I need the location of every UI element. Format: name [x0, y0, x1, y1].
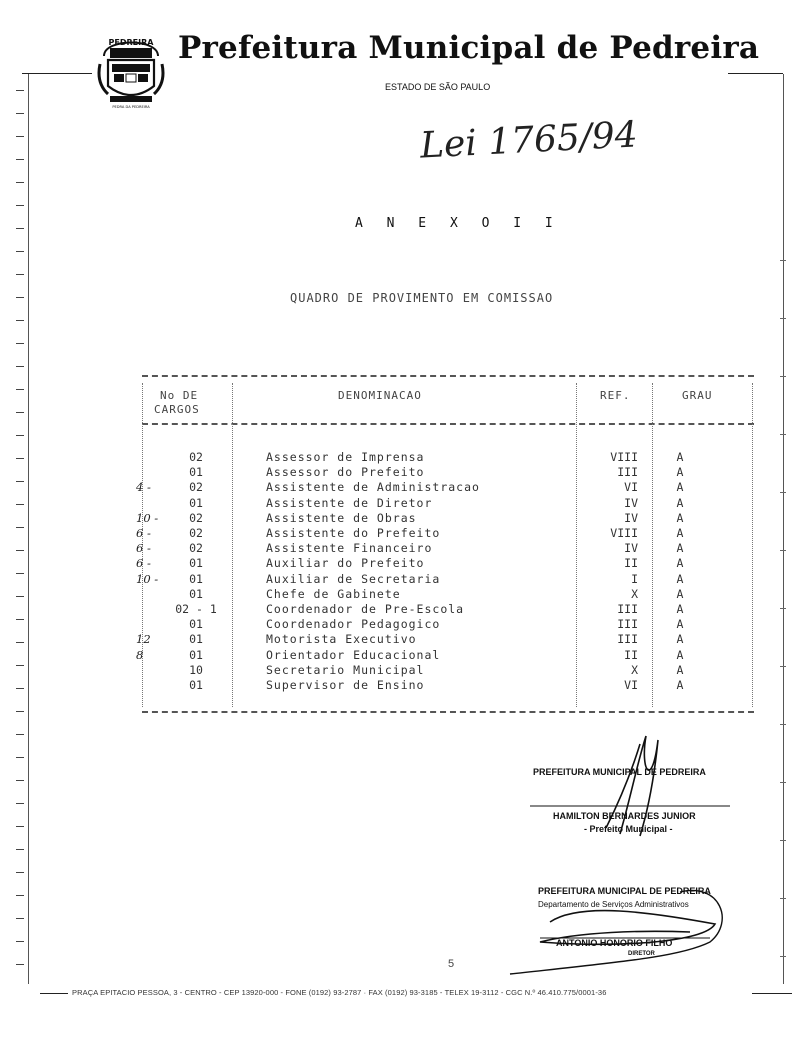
- table-header-divider: [142, 423, 754, 425]
- row-quantity: 02: [189, 480, 203, 495]
- margin-tick: [16, 389, 24, 390]
- row-quantity: 01: [189, 632, 203, 647]
- row-grade: A: [676, 617, 684, 632]
- row-grade: A: [676, 450, 684, 464]
- margin-tick: [16, 803, 24, 804]
- row-quantity: 01: [189, 556, 203, 571]
- row-grade: A: [676, 662, 684, 677]
- margin-tick: [16, 297, 24, 298]
- row-handwritten-note: 12: [136, 632, 151, 647]
- margin-tick: [16, 504, 24, 505]
- crest-text-bottom: PEDRA DA PEDREIRA: [112, 105, 150, 109]
- row-reference: IV: [624, 495, 638, 510]
- city-crest-logo: [96, 28, 166, 110]
- signature2-name: ANTONIO HONORIO FILHO: [556, 938, 673, 948]
- row-grade: A: [676, 556, 684, 571]
- header-rule-left: [22, 73, 92, 74]
- margin-tick: [780, 318, 786, 319]
- row-quantity: 01: [189, 465, 203, 480]
- margin-tick: [16, 872, 24, 873]
- table-title: QUADRO DE PROVIMENTO EM COMISSAO: [290, 291, 554, 305]
- row-reference: VIII: [610, 450, 638, 464]
- margin-tick: [16, 320, 24, 321]
- row-grade: A: [676, 571, 684, 586]
- row-position-name: Chefe de Gabinete: [266, 586, 401, 601]
- margin-tick: [780, 492, 786, 493]
- footer-address: PRAÇA EPITACIO PESSOA, 3 - CENTRO - CEP 13920-000 - FONE (0192) 93-2787 · FAX (0192) 93-3185 - TELEX 19-3112 - CGC N.º 46.410.775/0001-36: [72, 988, 607, 997]
- signature1-name: HAMILTON BERNARDES JUNIOR: [553, 811, 696, 821]
- table-row: [136, 632, 754, 647]
- margin-tick: [16, 688, 24, 689]
- row-grade: A: [676, 495, 684, 510]
- table-row: [142, 587, 754, 602]
- table-row: [142, 496, 754, 511]
- row-reference: I: [631, 571, 638, 586]
- margin-tick: [16, 642, 24, 643]
- header-ref: REF.: [600, 389, 631, 402]
- margin-tick: [780, 260, 786, 261]
- margin-tick: [780, 666, 786, 667]
- margin-tick: [780, 608, 786, 609]
- row-position-name: Supervisor de Ensino: [266, 678, 425, 692]
- table-row: [136, 526, 754, 541]
- state-subtitle: ESTADO DE SÃO PAULO: [385, 82, 491, 92]
- row-grade: A: [676, 632, 684, 647]
- margin-tick: [16, 596, 24, 597]
- row-position-name: Coordenador de Pre-Escola: [266, 602, 465, 616]
- row-reference: III: [617, 602, 638, 616]
- row-grade: A: [676, 510, 684, 525]
- right-margin-line: [783, 74, 784, 984]
- table-row: [142, 663, 754, 678]
- signature1-title: - Prefeito Municipal -: [584, 824, 673, 834]
- row-position-name: Motorista Executivo: [266, 632, 417, 647]
- row-quantity: 01: [189, 617, 203, 632]
- margin-tick: [780, 840, 786, 841]
- margin-tick: [16, 182, 24, 183]
- margin-tick: [16, 918, 24, 919]
- margin-tick: [16, 711, 24, 712]
- row-reference: III: [617, 632, 638, 647]
- row-quantity: 01: [189, 678, 203, 692]
- row-grade: A: [676, 526, 684, 540]
- row-grade: A: [676, 678, 684, 692]
- table-row: [136, 541, 754, 556]
- margin-tick: [16, 274, 24, 275]
- row-quantity: 10: [189, 662, 203, 677]
- margin-tick: [16, 458, 24, 459]
- margin-tick: [16, 435, 24, 436]
- positions-table: [136, 375, 754, 713]
- row-quantity: 01: [189, 647, 203, 662]
- table-row: [136, 571, 754, 587]
- row-position-name: Auxiliar de Secretaria: [266, 571, 441, 586]
- row-quantity: 02: [189, 510, 203, 525]
- row-reference: III: [617, 617, 638, 632]
- margin-tick: [16, 941, 24, 942]
- row-quantity: 02: [189, 541, 203, 556]
- margin-tick: [16, 734, 24, 735]
- row-position-name: Assistente de Obras: [266, 510, 417, 525]
- row-handwritten-note: 4 -: [136, 480, 151, 495]
- table-row: [136, 510, 754, 526]
- row-handwritten-note: 8: [136, 647, 144, 662]
- row-position-name: Coordenador Pedagogico: [266, 617, 441, 632]
- signature2-department: Departamento de Serviços Administrativos: [538, 900, 689, 909]
- margin-tick: [780, 376, 786, 377]
- margin-tick: [16, 113, 24, 114]
- row-reference: X: [631, 586, 638, 601]
- row-reference: II: [624, 556, 638, 571]
- row-grade: A: [676, 541, 684, 556]
- row-handwritten-note: 10 -: [136, 510, 159, 525]
- header-name: DENOMINACAO: [338, 389, 422, 402]
- annex-title: A N E X O I I: [355, 216, 561, 231]
- margin-tick: [16, 481, 24, 482]
- row-position-name: Secretario Municipal: [266, 662, 425, 677]
- table-bottom-border: [142, 711, 754, 713]
- page-number: 5: [448, 958, 455, 970]
- margin-tick: [16, 780, 24, 781]
- margin-tick: [16, 573, 24, 574]
- margin-tick: [780, 956, 786, 957]
- table-row: [136, 647, 754, 663]
- margin-tick: [16, 90, 24, 91]
- header-grau: GRAU: [682, 389, 713, 402]
- margin-tick: [780, 782, 786, 783]
- handwritten-law-reference: Lei 1765/94: [419, 114, 639, 167]
- margin-tick: [780, 434, 786, 435]
- row-handwritten-note: 6 -: [136, 556, 151, 571]
- row-grade: A: [676, 602, 684, 616]
- row-handwritten-note: 10 -: [136, 571, 159, 586]
- margin-tick: [16, 412, 24, 413]
- table-row: [136, 480, 754, 495]
- row-handwritten-note: 6 -: [136, 526, 151, 540]
- margin-tick: [16, 159, 24, 160]
- footer-rule-left: [40, 993, 68, 994]
- header-qty-line2: CARGOS: [154, 403, 200, 416]
- signature2-title: DIRETOR: [628, 951, 655, 957]
- margin-tick: [16, 826, 24, 827]
- margin-tick: [16, 366, 24, 367]
- row-position-name: Assessor do Prefeito: [266, 465, 425, 480]
- table-row: [142, 602, 754, 617]
- margin-tick: [16, 619, 24, 620]
- header-rule-right: [728, 73, 783, 74]
- margin-tick: [16, 251, 24, 252]
- table-row: [142, 678, 754, 693]
- margin-tick: [16, 895, 24, 896]
- row-handwritten-note: 6 -: [136, 541, 151, 556]
- row-position-name: Auxiliar do Prefeito: [266, 556, 425, 571]
- table-top-border: [142, 375, 754, 377]
- table-row: [136, 556, 754, 571]
- margin-tick: [16, 550, 24, 551]
- director-signature-scribble: [500, 862, 740, 977]
- footer-rule-right: [752, 993, 792, 994]
- margin-tick: [780, 724, 786, 725]
- header-qty-line1: No DE: [160, 389, 199, 402]
- row-quantity: 02: [189, 450, 203, 464]
- row-reference: X: [631, 662, 638, 677]
- table-row: [142, 450, 754, 465]
- margin-tick: [780, 898, 786, 899]
- margin-tick: [16, 527, 24, 528]
- row-position-name: Assessor de Imprensa: [266, 450, 425, 464]
- row-position-name: Assistente Financeiro: [266, 541, 433, 556]
- row-reference: VI: [624, 678, 638, 692]
- margin-tick: [16, 136, 24, 137]
- row-reference: IV: [624, 541, 638, 556]
- row-position-name: Assistente do Prefeito: [266, 526, 441, 540]
- left-margin-line: [28, 74, 29, 984]
- row-position-name: Assistente de Administracao: [266, 480, 480, 495]
- signature1-org: PREFEITURA MUNICIPAL DE PEDREIRA: [533, 767, 706, 777]
- margin-tick: [16, 665, 24, 666]
- margin-tick: [16, 757, 24, 758]
- margin-tick: [16, 849, 24, 850]
- margin-tick: [780, 550, 786, 551]
- row-reference: VI: [624, 480, 638, 495]
- row-reference: II: [624, 647, 638, 662]
- margin-tick: [16, 343, 24, 344]
- row-grade: A: [676, 647, 684, 662]
- row-quantity: 02: [189, 526, 203, 540]
- margin-tick: [16, 205, 24, 206]
- margin-tick: [16, 228, 24, 229]
- table-row: [142, 617, 754, 632]
- org-name-heading: Prefeitura Municipal de Pedreira: [178, 30, 760, 66]
- row-reference: III: [617, 465, 638, 480]
- row-quantity: 02 - 1: [175, 602, 217, 616]
- table-row: [142, 465, 754, 480]
- signature2-org: PREFEITURA MUNICIPAL DE PEDREIRA: [538, 886, 711, 896]
- row-position-name: Assistente de Diretor: [266, 495, 433, 510]
- row-reference: VIII: [610, 526, 638, 540]
- crest-text-top: PEDREIRA: [108, 38, 154, 47]
- margin-tick: [16, 964, 24, 965]
- row-quantity: 01: [189, 586, 203, 601]
- row-reference: IV: [624, 510, 638, 525]
- row-quantity: 01: [189, 495, 203, 510]
- row-position-name: Orientador Educacional: [266, 647, 441, 662]
- row-quantity: 01: [189, 571, 203, 586]
- row-grade: A: [676, 586, 684, 601]
- row-grade: A: [676, 465, 684, 480]
- row-grade: A: [676, 480, 684, 495]
